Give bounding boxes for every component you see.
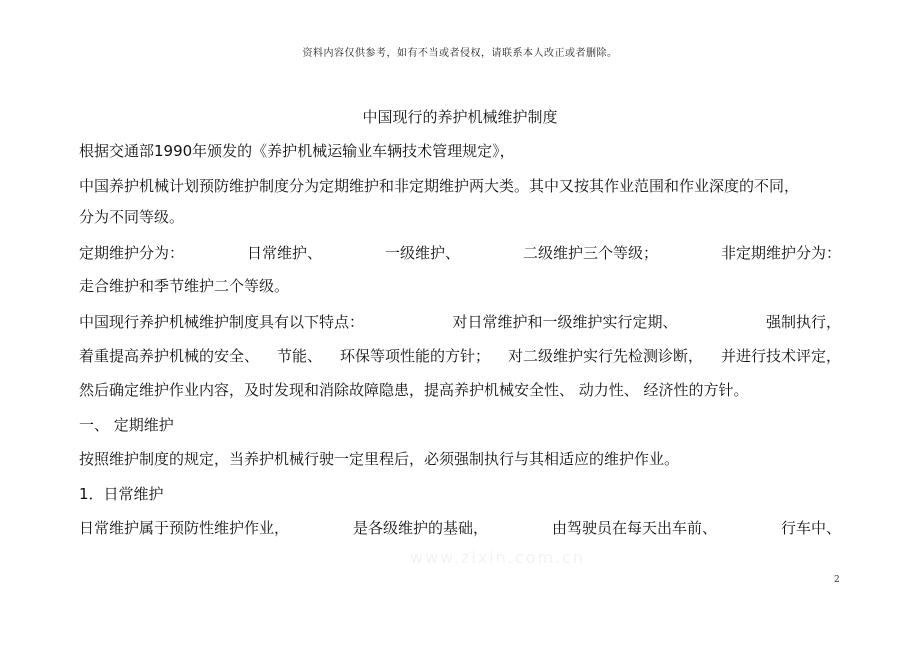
- line-12-segment: 行车中、: [780, 519, 841, 537]
- paragraph-line-7: [79, 346, 841, 366]
- paragraph-line-6: [79, 312, 841, 332]
- line-4-segment: 二级维护三个等级；: [522, 244, 658, 262]
- line-7-segment: 对二级维护实行先检测诊断，: [507, 347, 703, 365]
- paragraph-line-5: 走合维护和季节维护二个等级。: [79, 277, 290, 295]
- section-heading: 一、 定期维护: [79, 416, 174, 434]
- subsection-heading: 1．日常维护: [79, 485, 164, 503]
- paragraph-line-4: [79, 243, 841, 263]
- line-4-segment: 一级维护、: [384, 244, 460, 262]
- line-7-segment: 并进行技术评定，: [720, 347, 841, 365]
- paragraph-line-2: 中国养护机械计划预防维护制度分为定期维护和非定期维护两大类。其中又按其作业范围和作业深度的不同，: [79, 177, 800, 195]
- line-12-segment: 由驾驶员在每天出车前、: [551, 519, 717, 537]
- line-7-segment: 节能、: [276, 347, 322, 365]
- line-12-segment: 是各级维护的基础，: [352, 519, 488, 537]
- watermark-text: www.zixin.com.cn: [410, 548, 586, 567]
- line-4-segment: 日常维护、: [246, 244, 322, 262]
- paragraph-line-3: 分为不同等级。: [79, 208, 185, 226]
- line-4-segment: 非定期维护分为：: [720, 244, 841, 262]
- line-12-segment: 日常维护属于预防性维护作业，: [79, 519, 290, 537]
- line-6-segment: 对日常维护和一级维护实行定期、: [452, 313, 678, 331]
- line-7-segment: 着重提高养护机械的安全、: [79, 347, 260, 365]
- paragraph-line-8: 然后确定维护作业内容，及时发现和消除故障隐患，提高养护机械安全性、 动力性、 经济性的方针。: [79, 381, 749, 399]
- line-6-segment: 中国现行养护机械维护制度具有以下特点：: [79, 313, 365, 331]
- paragraph-line-1: 根据交通部1990年颁发的《养护机械运输业车辆技术管理规定》，: [79, 142, 515, 160]
- page-number: 2: [834, 575, 840, 585]
- line-6-segment: 强制执行，: [765, 313, 841, 331]
- line-4-segment: 定期维护分为：: [79, 244, 185, 262]
- line-7-segment: 环保等项性能的方针；: [339, 347, 490, 365]
- header-disclaimer: 资料内容仅供参考，如有不当或者侵权，请联系本人改正或者删除。: [302, 48, 618, 59]
- paragraph-line-10: 按照维护制度的规定，当养护机械行驶一定里程后，必须强制执行与其相适应的维护作业。: [79, 450, 680, 468]
- paragraph-line-12: [79, 518, 841, 538]
- document-title: 中国现行的养护机械维护制度: [362, 108, 558, 126]
